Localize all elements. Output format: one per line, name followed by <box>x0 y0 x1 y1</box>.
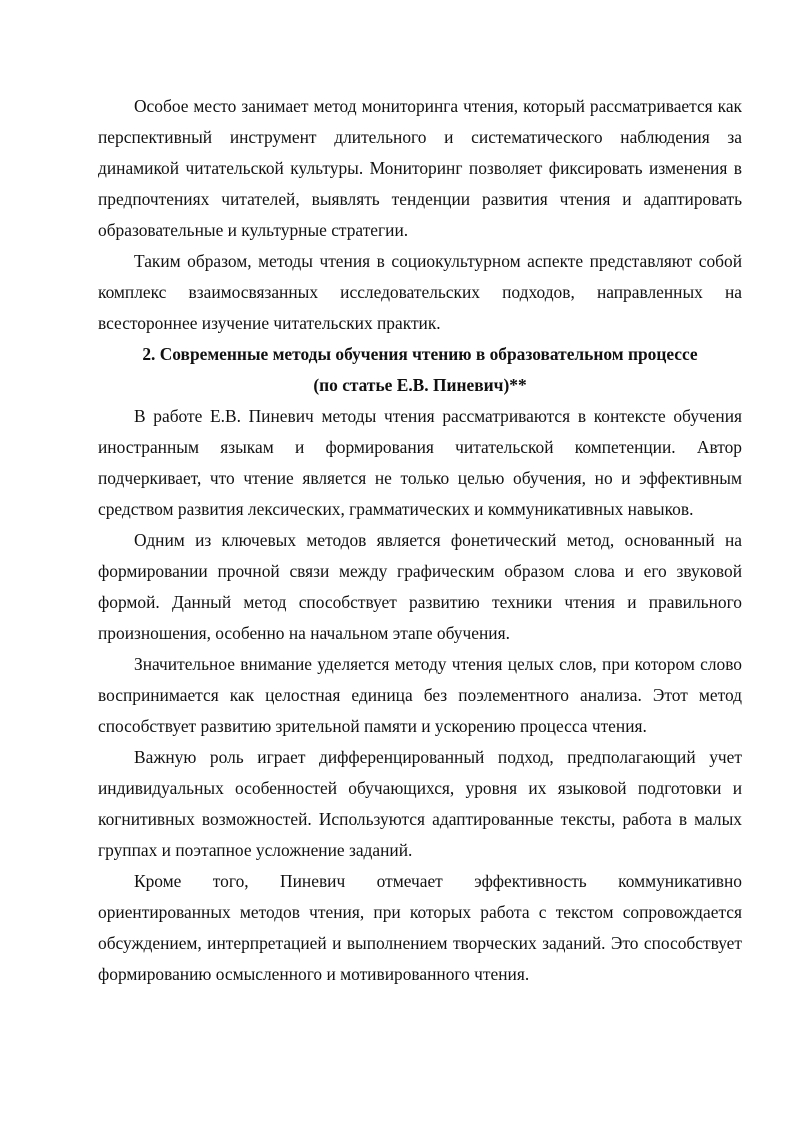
paragraph-whole-word-method: Значительное внимание уделяется методу чтения целых слов, при котором слово воспринимается как целостная единица без поэлементного анализа. Этот метод способствует развитию зрительной памяти и ускорению процесса чтения. <box>98 654 742 736</box>
paragraph-phonetic-method: Одним из ключевых методов является фонетический метод, основанный на формировании прочной связи между графическим образом слова и его звуковой формой. Данный метод способствует развитию техники чтения и правильного произношения, особенно на начальном этапе обучения. <box>98 530 742 643</box>
paragraph-summary: Таким образом, методы чтения в социокультурном аспекте представляют собой комплекс взаимосвязанных исследовательских подходов, направленных на всестороннее изучение читательских практик. <box>98 251 742 333</box>
section-heading <box>98 339 742 401</box>
paragraph-pinevich-intro: В работе Е.В. Пиневич методы чтения рассматриваются в контексте обучения иностранным языкам и формирования читательской компетенции. Автор подчеркивает, что чтение является не только целью обучения, но и эффективным средством развития лексических, грамматических и коммуникативных навыков. <box>98 406 742 519</box>
paragraph-differentiated-approach: Важную роль играет дифференцированный подход, предполагающий учет индивидуальных особенностей обучающихся, уровня их языковой подготовки и когнитивных возможностей. Используются адаптированные тексты, работа в малых группах и поэтапное усложнение заданий. <box>98 747 742 860</box>
document-page <box>98 91 742 990</box>
section-heading-line-2: (по статье Е.В. Пиневич)** <box>313 375 527 395</box>
section-heading-line-1: 2. Современные методы обучения чтению в образовательном процессе <box>142 344 698 364</box>
paragraph-monitoring: Особое место занимает метод мониторинга чтения, который рассматривается как перспективный инструмент длительного и систематического наблюдения за динамикой читательской культуры. Мониторинг позволяет фиксировать изменения в предпочтениях читателей, выявлять тенденции развития чтения и адаптировать образовательные и культурные стратегии. <box>98 96 742 240</box>
paragraph-communicative-methods: Кроме того, Пиневич отмечает эффективность коммуникативно ориентированных методов чтения, при которых работа с текстом сопровождается обсуждением, интерпретацией и выполнением творческих заданий. Это способствует формированию осмысленного и мотивированного чтения. <box>98 871 742 984</box>
